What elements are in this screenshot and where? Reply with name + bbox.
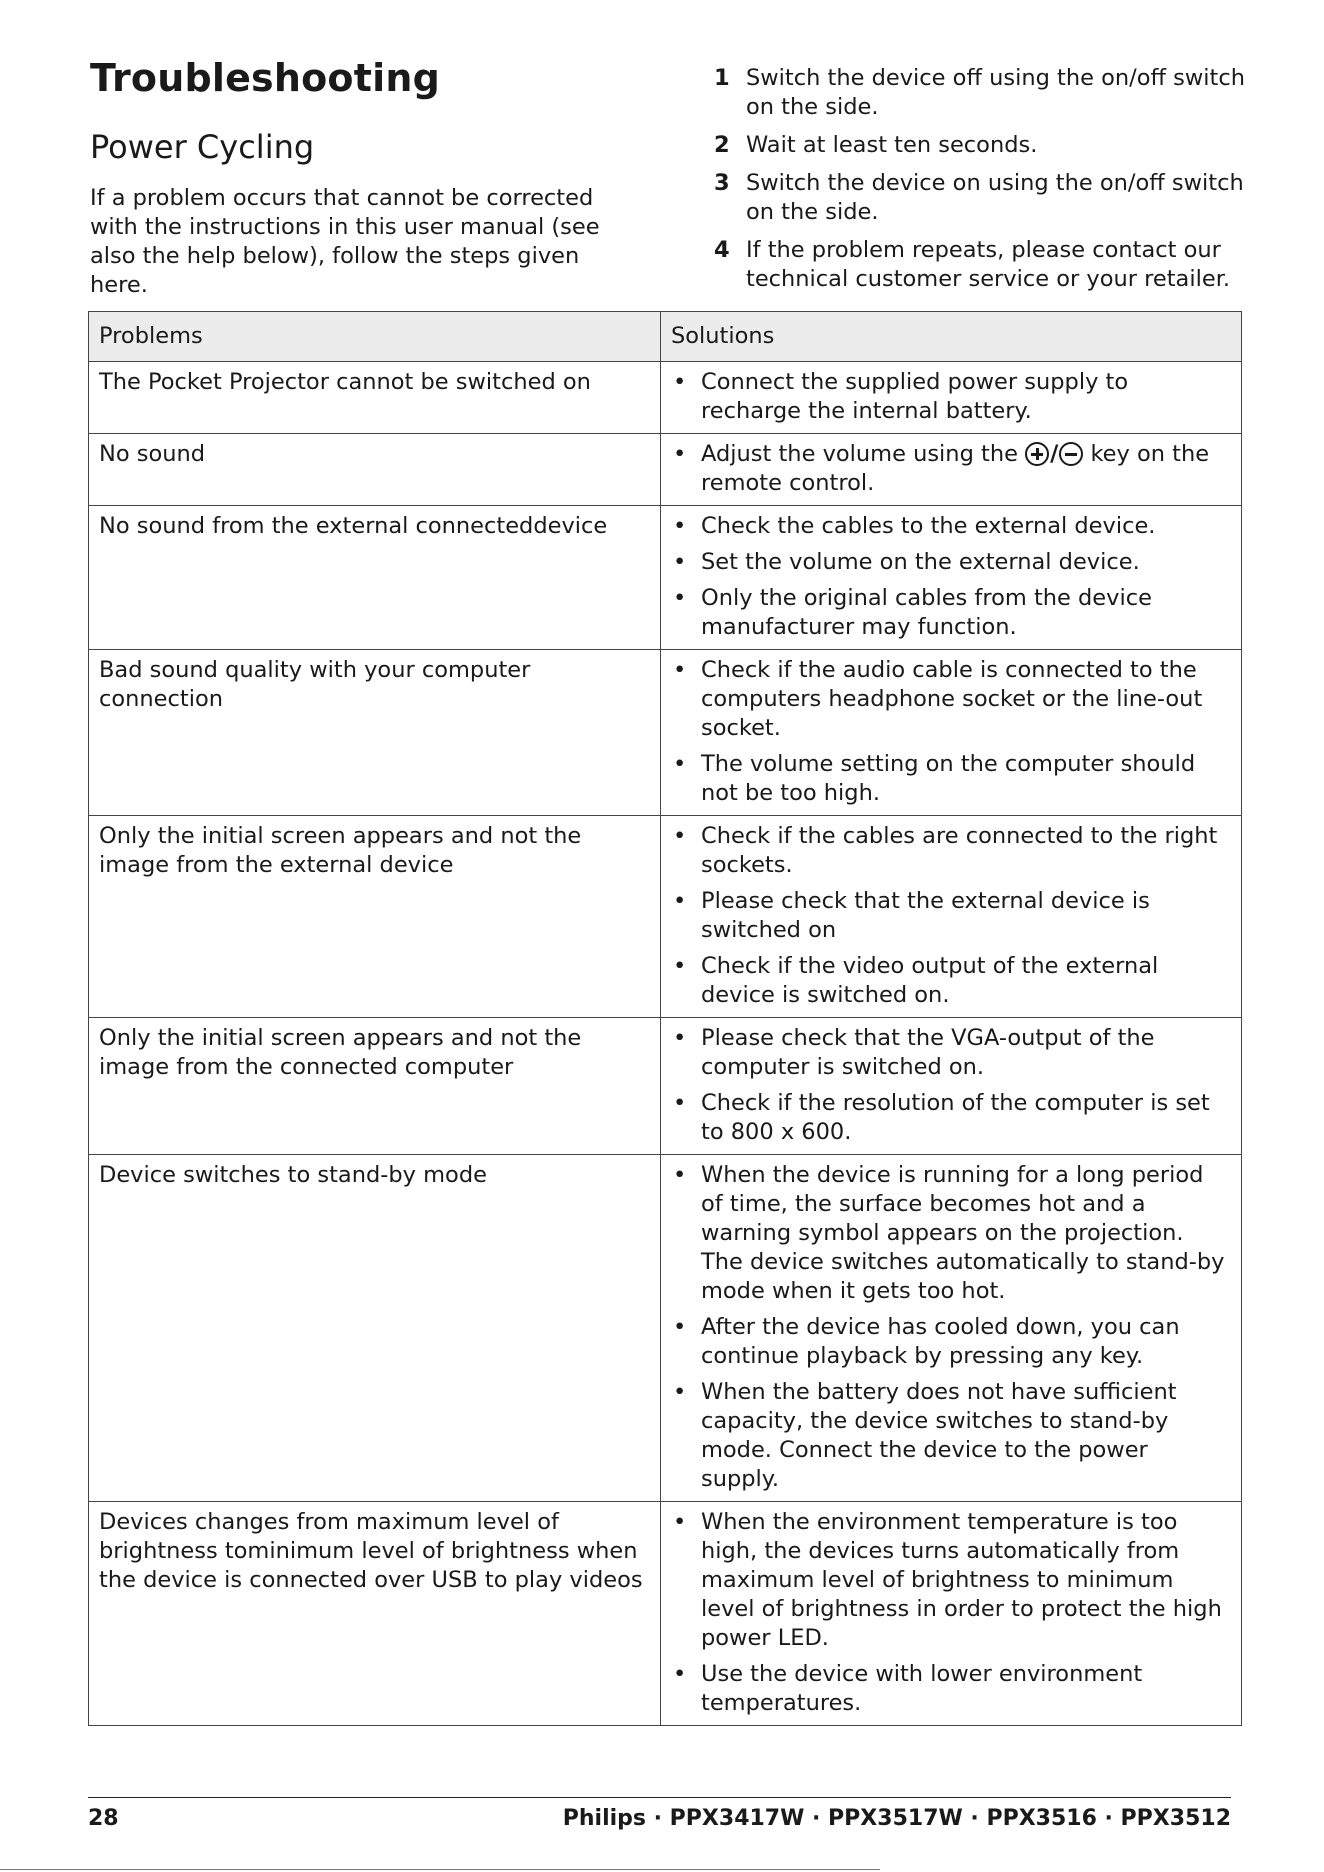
solutions-header: Solutions [661, 312, 1242, 362]
problem-cell: Device switches to stand-by mode [89, 1155, 661, 1502]
solution-list [671, 440, 1231, 498]
steps-list [712, 64, 1252, 294]
solution-item [671, 512, 1231, 541]
table-row [89, 506, 1242, 650]
solution-text: When the device is running for a long period of time, the surface becomes hot and a warning symbol appears on the projection. The device switches automatically to stand-by mode when it gets too hot. [701, 1162, 1225, 1304]
solution-text: Check if the audio cable is connected to the computers headphone socket or the line-out socket. [701, 657, 1203, 741]
solution-cell [661, 816, 1242, 1018]
bullet: • [673, 441, 687, 467]
solution-text: When the environment temperature is too high, the devices turns automatically from maximum level of brightness to minimum level of brightness in order to protect the high power LED. [701, 1509, 1222, 1651]
page-title: Troubleshooting [90, 56, 440, 100]
table-row [89, 1502, 1242, 1726]
problem-cell: No sound [89, 434, 661, 506]
solution-item [671, 822, 1231, 880]
solution-cell [661, 1502, 1242, 1726]
bullet: • [673, 953, 687, 979]
solution-text: Check if the cables are connected to the right sockets. [701, 823, 1218, 878]
step-text: Switch the device off using the on/off switch on the side. [746, 65, 1245, 120]
step-number: 3 [714, 170, 730, 196]
step-item [712, 131, 1252, 160]
bullet: • [673, 1162, 687, 1188]
solution-item [671, 1313, 1231, 1371]
table-row [89, 1155, 1242, 1502]
troubleshooting-table [88, 311, 1242, 1726]
solution-cell [661, 434, 1242, 506]
solution-list [671, 822, 1231, 1010]
bullet: • [673, 369, 687, 395]
minus-circle-icon [1059, 442, 1083, 466]
problem-cell: No sound from the external connecteddevice [89, 506, 661, 650]
solution-item [671, 1161, 1231, 1306]
solution-text: Use the device with lower environment temperatures. [701, 1661, 1143, 1716]
page-number: 28 [88, 1806, 119, 1831]
solution-cell [661, 506, 1242, 650]
bullet: • [673, 549, 687, 575]
solution-list [671, 368, 1231, 426]
solution-cell [661, 362, 1242, 434]
solution-item [671, 1508, 1231, 1653]
solution-text: The volume setting on the computer should not be too high. [701, 751, 1196, 806]
solution-list [671, 656, 1231, 808]
table-row [89, 1018, 1242, 1155]
bullet: • [673, 1025, 687, 1051]
intro-paragraph: If a problem occurs that cannot be corrected with the instructions in this user manual (see also the help below), follow the steps given here. [90, 185, 600, 298]
power-cycling-steps [712, 64, 1252, 303]
table-row [89, 362, 1242, 434]
step-text: Switch the device on using the on/off switch on the side. [746, 170, 1244, 225]
solution-text: Please check that the external device is switched on [701, 888, 1150, 943]
section-subtitle: Power Cycling [90, 128, 315, 166]
bullet: • [673, 1379, 687, 1405]
bullet: • [673, 585, 687, 611]
solution-text: After the device has cooled down, you can continue playback by pressing any key. [701, 1314, 1180, 1369]
step-text: If the problem repeats, please contact our technical customer service or your retailer. [746, 237, 1231, 292]
table-row [89, 816, 1242, 1018]
solution-item [671, 1378, 1231, 1494]
solution-text: Check if the resolution of the computer is set to 800 x 600. [701, 1090, 1210, 1145]
step-item [712, 169, 1252, 227]
bullet: • [673, 657, 687, 683]
bottom-edge-line [0, 1869, 880, 1870]
solution-list [671, 1161, 1231, 1494]
problem-cell: Bad sound quality with your computer connection [89, 650, 661, 816]
table-header-row [89, 312, 1242, 362]
solution-cell [661, 1018, 1242, 1155]
solution-list [671, 512, 1231, 642]
solution-text: Check if the video output of the external device is switched on. [701, 953, 1159, 1008]
icon-separator: / [1050, 441, 1059, 467]
solution-item [671, 1660, 1231, 1718]
problem-cell: Only the initial screen appears and not the image from the external device [89, 816, 661, 1018]
step-item [712, 64, 1252, 122]
problems-header: Problems [89, 312, 661, 362]
step-number: 4 [714, 237, 730, 263]
solution-text: Only the original cables from the device manufacturer may function. [701, 585, 1152, 640]
step-item [712, 236, 1252, 294]
table-row [89, 434, 1242, 506]
solution-cell [661, 1155, 1242, 1502]
bullet: • [673, 888, 687, 914]
plus-circle-icon [1025, 442, 1049, 466]
solution-item [671, 656, 1231, 743]
footer-model-list: Philips · PPX3417W · PPX3517W · PPX3516 · PPX3512 [562, 1806, 1231, 1831]
solution-text-after: key on the remote control. [701, 441, 1210, 496]
solution-text: Set the volume on the external device. [701, 549, 1140, 575]
solution-text: Please check that the VGA-output of the computer is switched on. [701, 1025, 1155, 1080]
table-row [89, 650, 1242, 816]
problem-cell: Devices changes from maximum level of brightness tominimum level of brightness when the device is connected over USB to play videos [89, 1502, 661, 1726]
problem-cell: The Pocket Projector cannot be switched on [89, 362, 661, 434]
solution-item [671, 548, 1231, 577]
bullet: • [673, 1090, 687, 1116]
solution-list [671, 1508, 1231, 1718]
solution-text: Check the cables to the external device. [701, 513, 1156, 539]
problem-cell: Only the initial screen appears and not the image from the connected computer [89, 1018, 661, 1155]
bullet: • [673, 823, 687, 849]
solution-item [671, 440, 1231, 498]
footer-divider [88, 1797, 1231, 1798]
bullet: • [673, 1661, 687, 1687]
step-text: Wait at least ten seconds. [746, 132, 1038, 158]
solution-item [671, 750, 1231, 808]
solution-item [671, 584, 1231, 642]
step-number: 1 [714, 65, 730, 91]
solution-item [671, 1089, 1231, 1147]
intro-section [90, 56, 650, 300]
solution-item [671, 368, 1231, 426]
bullet: • [673, 1314, 687, 1340]
solution-item [671, 952, 1231, 1010]
solution-list [671, 1024, 1231, 1147]
solution-text: When the battery does not have sufficient capacity, the device switches to stand-by mode. Connect the device to the power supply. [701, 1379, 1177, 1492]
solution-cell [661, 650, 1242, 816]
bullet: • [673, 751, 687, 777]
solution-text-before: Adjust the volume using the [701, 441, 1026, 467]
bullet: • [673, 513, 687, 539]
bullet: • [673, 1509, 687, 1535]
solution-text: Connect the supplied power supply to recharge the internal battery. [701, 369, 1129, 424]
step-number: 2 [714, 132, 730, 158]
solution-item [671, 1024, 1231, 1082]
solution-item [671, 887, 1231, 945]
